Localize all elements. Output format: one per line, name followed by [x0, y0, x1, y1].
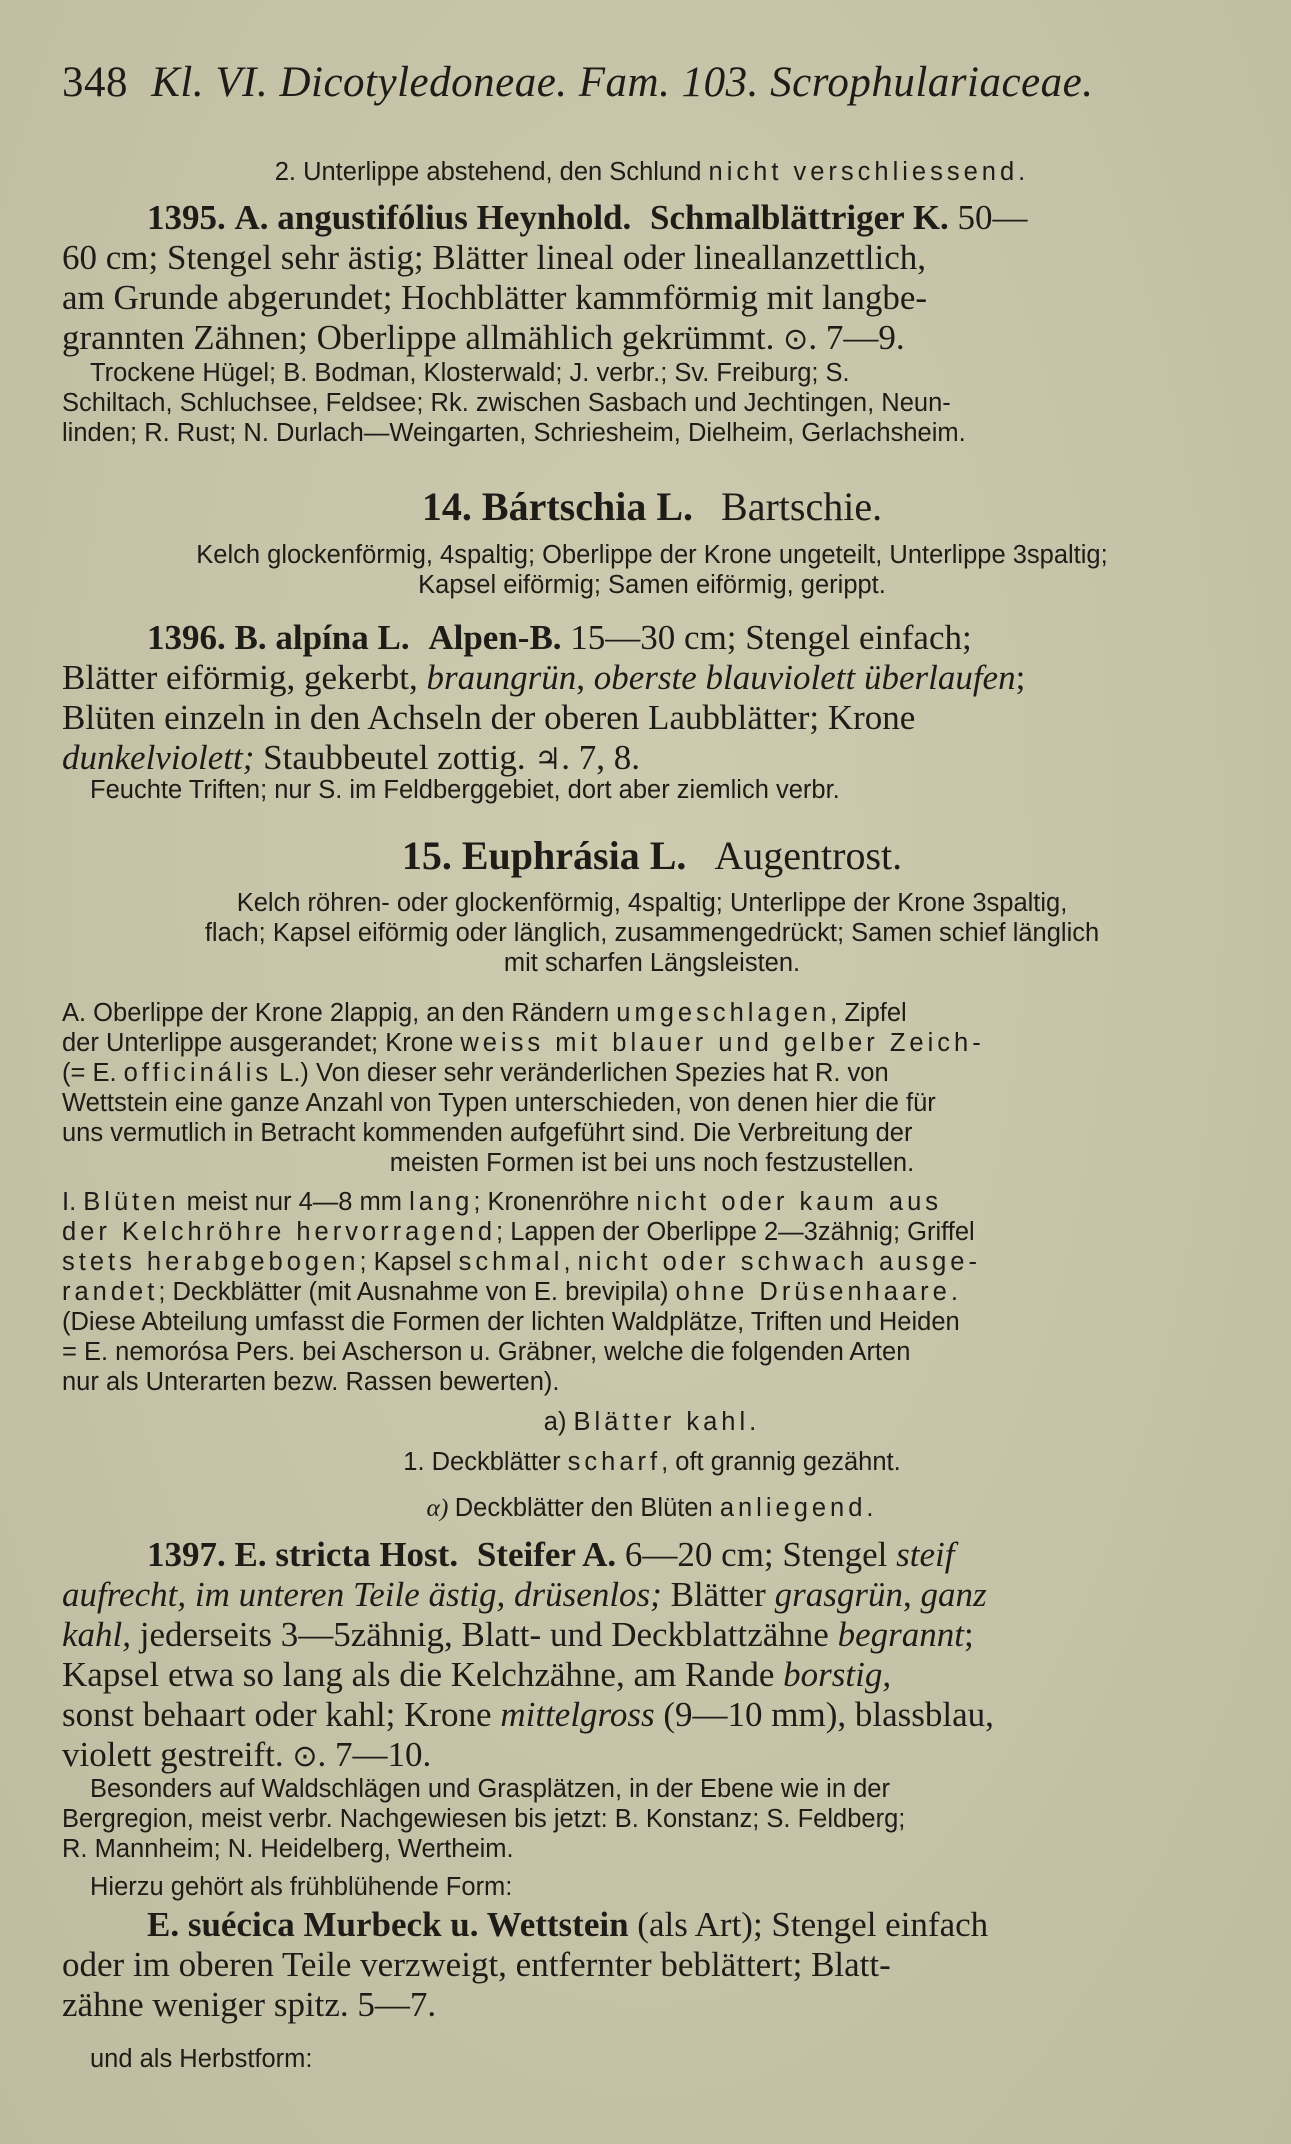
key-1: 1. Deckblätter scharf, oft grannig gezähnt. — [403, 1448, 901, 1476]
perennial-symbol-icon: ♃ — [534, 742, 562, 777]
page-number: 348 — [62, 59, 128, 106]
species-1397: 1397. E. stricta Host. Steifer A. 6—20 cm; Stengel steif aufrecht, im unteren Teile ästig, drüsenlos; Blätter grasgrün, ganz kahl, jederseits 3—5zähnig, Blatt- und Deckblattzähne begrannt; Kapsel etwa so lang als die Kelchzähne, am Rande borstig, sonst behaart oder kahl; Krone mittelgross (9—10 mm), blassblau, violett gestreift. ⊙. 7—10. — [62, 1535, 994, 1774]
species-1395 — [62, 198, 1242, 360]
running-header — [62, 58, 1242, 107]
section-i: I. Blüten meist nur 4—8 mm lang; Kronenröhre nicht oder kaum aus der Kelchröhre hervorragend; Lappen der Oberlippe 2—3zähnig; Griffel stets herabgebogen; Kapsel schmal, nicht oder schwach ausge- randet; Deckblätter (mit Ausnahme von E. brevipila) ohne Drüsenhaare. (Diese Abteilung umfasst die Formen der lichten Waldplätze, Triften und Heiden = E. nemorósa Pers. bei Ascherson u. Gräbner, welche die folgenden Arten nur als Unterarten bezw. Rassen bewerten). — [62, 1188, 981, 1396]
genus-14-description: Kelch glockenförmig, 4spaltig; Oberlippe der Krone ungeteilt, Unterlippe 3spaltig; Kapsel eiförmig; Samen eiförmig, gerippt. — [196, 541, 1108, 599]
autumn-form-note: und als Herbstform: — [90, 2045, 313, 2073]
running-title: Kl. VI. Dicotyledoneae. Fam. 103. Scrophulariaceae. — [151, 59, 1094, 106]
genus-15-heading: 15. Euphrásia L. Augentrost. — [401, 833, 903, 878]
species-1395-line-2: 60 cm; Stengel sehr ästig; Blätter lineal oder lineallanzettlich, — [62, 238, 927, 277]
section-a: A. Oberlippe der Krone 2lappig, an den Rändern umgeschlagen, Zipfel der Unterlippe ausgerandet; Krone weiss mit blauer und gelber Zeich- (= E. officinális L.) Von dieser sehr veränderlichen Spezies hat R. von Wettstein eine ganze Anzahl von Typen unterschieden, von denen hier die für uns vermutlich in Betracht kommenden aufgeführt sind. Die Verbreitung der meisten Formen ist bei uns noch festzustellen. — [62, 999, 985, 1177]
genus-14-heading: 14. Bártschia L. Bartschie. — [421, 484, 883, 529]
species-1395-line-3: am Grunde abgerundet; Hochblätter kammförmig mit langbe- — [62, 278, 928, 317]
form-suecica: E. suécica Murbeck u. Wettstein (als Art); Stengel einfach oder im oberen Teile verzweigt, entfernter beblättert; Blatt- zähne weniger spitz. 5—7. — [62, 1905, 989, 2024]
key-a: a) Blätter kahl. — [543, 1408, 761, 1436]
species-1396: 1396. B. alpína L. Alpen-B. 15—30 cm; Stengel einfach; Blätter eiförmig, gekerbt, braungrün, oberste blauviolett überlaufen; Blüten einzeln in den Achseln der oberen Laubblätter; Krone dunkelviolett; Staubbeutel zottig. ♃. 7, 8. — [62, 618, 1026, 777]
key-alpha: α) Deckblätter den Blüten anliegend. — [426, 1493, 878, 1522]
genus-15-description: Kelch röhren- oder glockenförmig, 4spaltig; Unterlippe der Krone 3spaltig, flach; Kapsel eiförmig oder länglich, zusammengedrückt; Samen schief länglich mit scharfen Längsleisten. — [204, 889, 1100, 977]
species-1396-habitat: Feuchte Triften; nur S. im Feldberggebiet, dort aber ziemlich verbr. — [90, 776, 840, 804]
key-2: 2. Unterlippe abstehend, den Schlund nicht verschliessend. — [274, 158, 1030, 186]
annual-symbol-icon: ⊙ — [783, 322, 809, 357]
species-1395-habitat: Trockene Hügel; B. Bodman, Klosterwald; J. verbr.; Sv. Freiburg; S. Schiltach, Schluchsee, Feldsee; Rk. zwischen Sasbach und Jechtingen, Neun- linden; R. Rust; N. Durlach—Weingarten, Schriesheim, Dielheim, Gerlachsheim. — [62, 359, 966, 447]
species-1395-line-4: grannten Zähnen; Oberlippe allmählich gekrümmt. ⊙. 7—9. — [62, 318, 905, 357]
species-1397-habitat: Besonders auf Waldschlägen und Grasplätzen, in der Ebene wie in der Bergregion, meist verbr. Nachgewiesen bis jetzt: B. Konstanz; S. Feldberg; R. Mannheim; N. Heidelberg, Wertheim. Hierzu gehört als frühblühende Form: — [62, 1775, 906, 1901]
species-1395-line-1: 1395. A. angustifólius Heynhold. Schmalblättriger K. 50— — [147, 198, 1028, 237]
annual-symbol-icon: ⊙ — [292, 1739, 318, 1774]
